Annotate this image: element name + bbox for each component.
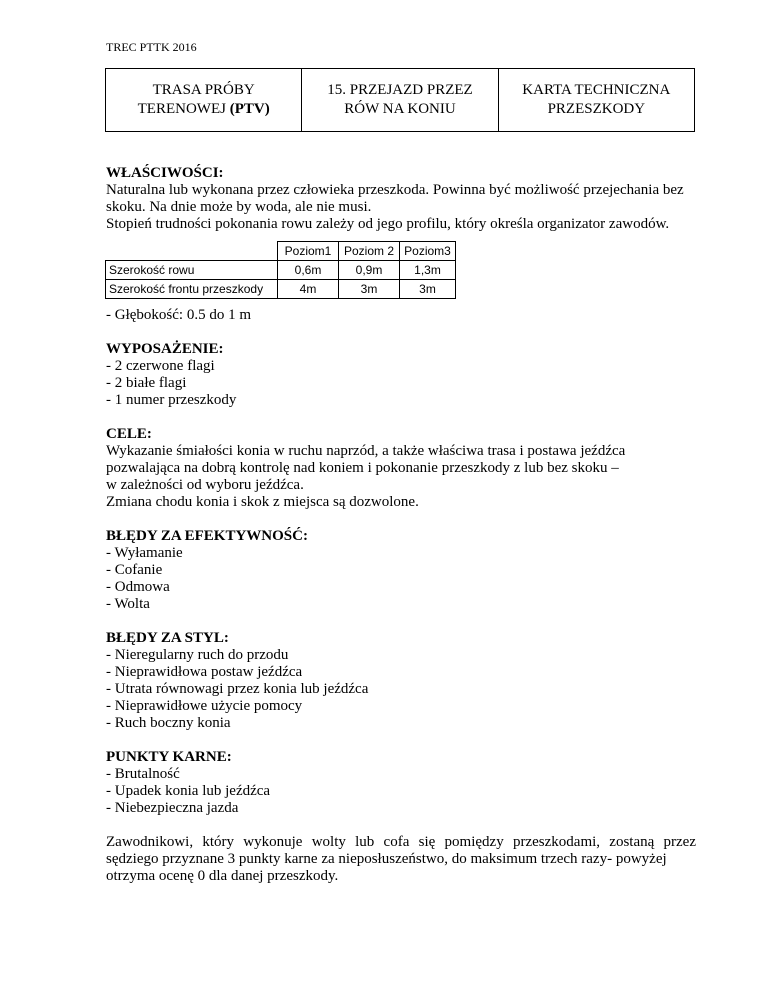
level-header: Poziom 2 [339, 242, 400, 261]
properties-title: WŁAŚCIWOŚCI: [106, 165, 224, 181]
equipment-title: WYPOSAŻENIE: [106, 341, 224, 357]
list-item: - 1 numer przeszkody [106, 392, 237, 408]
level-header: Poziom1 [278, 242, 339, 261]
table-row [106, 261, 456, 280]
levels-corner [106, 242, 278, 261]
box-obstacle-line1: 15. PRZEJAZD PRZEZ [327, 82, 473, 98]
properties-line: Naturalna lub wykonana przez człowieka przeszkoda. Powinna być możliwość przejechania bez [106, 182, 684, 198]
goals-line: pozwalająca na dobrą kontrolę nad koniem i pokonanie przeszkody z lub bez skoku – [106, 460, 619, 476]
box-obstacle-line2: RÓW NA KONIU [344, 101, 456, 117]
list-item: - Odmowa [106, 579, 170, 595]
list-item: - 2 czerwone flagi [106, 358, 215, 374]
cell: 1,3m [400, 261, 456, 280]
goals-line: Wykazanie śmiałości konia w ruchu naprzód, a także właściwa trasa i postawa jeźdźca [106, 443, 626, 459]
penalty-points-title: PUNKTY KARNE: [106, 749, 232, 765]
efficiency-errors-title: BŁĘDY ZA EFEKTYWNOŚĆ: [106, 528, 308, 544]
cell: 0,6m [278, 261, 339, 280]
list-item: - Nieprawidłowe użycie pomocy [106, 698, 303, 714]
box-card-line2: PRZESZKODY [547, 101, 646, 117]
box-route-code: (PTV) [229, 101, 270, 117]
header-box-card [498, 69, 694, 132]
paragraph-line: sędziego przyznane 3 punkty karne za nieposłuszeństwo, do maksimum trzech razy- powyżej [106, 851, 667, 867]
final-paragraph [106, 834, 696, 885]
list-item: - Utrata równowagi przez konia lub jeźdźca [106, 681, 369, 697]
goals-line: w zależności od wyboru jeźdźca. [106, 477, 304, 493]
cell: 0,9m [339, 261, 400, 280]
table-row [106, 280, 456, 299]
level-header: Poziom3 [400, 242, 456, 261]
list-item: - Nieprawidłowa postaw jeźdźca [106, 664, 303, 680]
document-body [106, 165, 696, 885]
list-item: - Brutalność [106, 766, 180, 782]
properties-line: Stopień trudności pokonania rowu zależy od jego profilu, który określa organizator zawodów. [106, 216, 670, 232]
header-boxes [105, 68, 695, 132]
paragraph-line: Zawodnikowi, który wykonuje wolty lub cofa się pomiędzy przeszkodami, zostaną przez [106, 834, 696, 850]
goals-title: CELE: [106, 426, 152, 442]
row-label: Szerokość rowu [106, 261, 278, 280]
box-card-line1: KARTA TECHNICZNA [522, 82, 671, 98]
header-box-obstacle [302, 69, 498, 132]
list-item: - Wyłamanie [106, 545, 183, 561]
cell: 4m [278, 280, 339, 299]
box-route-line2: TERENOWEJ [137, 101, 230, 117]
cell: 3m [339, 280, 400, 299]
row-label: Szerokość frontu przeszkody [106, 280, 278, 299]
goals-line: Zmiana chodu konia i skok z miejsca są dozwolone. [106, 494, 419, 510]
box-route-line1: TRASA PRÓBY [152, 82, 255, 98]
list-item: - Niebezpieczna jazda [106, 800, 239, 816]
header-box-route [106, 69, 302, 132]
properties-line: skoku. Na dnie może by woda, ale nie musi. [106, 199, 372, 215]
list-item: - Upadek konia lub jeźdźca [106, 783, 271, 799]
cell: 3m [400, 280, 456, 299]
levels-table [105, 241, 456, 299]
page-header: TREC PTTK 2016 [106, 40, 197, 54]
list-item: - Ruch boczny konia [106, 715, 231, 731]
list-item: - Cofanie [106, 562, 163, 578]
depth-line: - Głębokość: 0.5 do 1 m [106, 307, 251, 323]
style-errors-title: BŁĘDY ZA STYL: [106, 630, 229, 646]
list-item: - Wolta [106, 596, 150, 612]
paragraph-line: otrzyma ocenę 0 dla danej przeszkody. [106, 868, 339, 884]
list-item: - Nieregularny ruch do przodu [106, 647, 289, 663]
list-item: - 2 białe flagi [106, 375, 187, 391]
